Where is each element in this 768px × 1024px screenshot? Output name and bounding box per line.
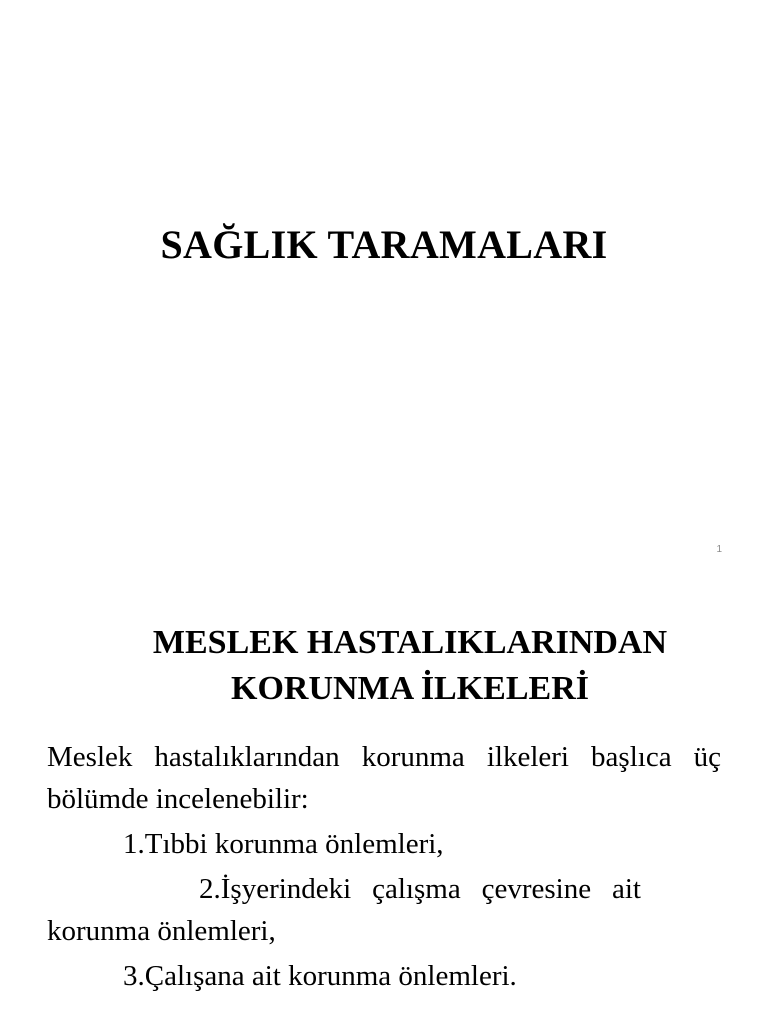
slide-title	[100, 620, 720, 712]
slide-title: SAĞLIK TARAMALARI	[160, 222, 608, 267]
slide-title-line-1: MESLEK HASTALIKLARINDAN	[152, 624, 668, 661]
slide-body	[47, 736, 721, 997]
slide-2	[0, 576, 768, 1024]
list-item: 1.Tıbbi korunma önlemleri,	[123, 828, 444, 860]
list-item: 3.Çalışana ait korunma önlemleri.	[123, 960, 517, 992]
slide-title-line-2: KORUNMA İLKELERİ	[231, 670, 589, 707]
intro-paragraph: Meslek hastalıklarından korunma ilkeleri başlıca üç bölümde incelenebilir:	[47, 741, 721, 815]
list-item-line-2: korunma önlemleri,	[47, 915, 276, 947]
slide-page-number: 1	[716, 544, 722, 555]
list-item-line-1: 2.İşyerindeki çalışma çevresine ait	[199, 873, 641, 905]
list-item	[47, 868, 721, 952]
